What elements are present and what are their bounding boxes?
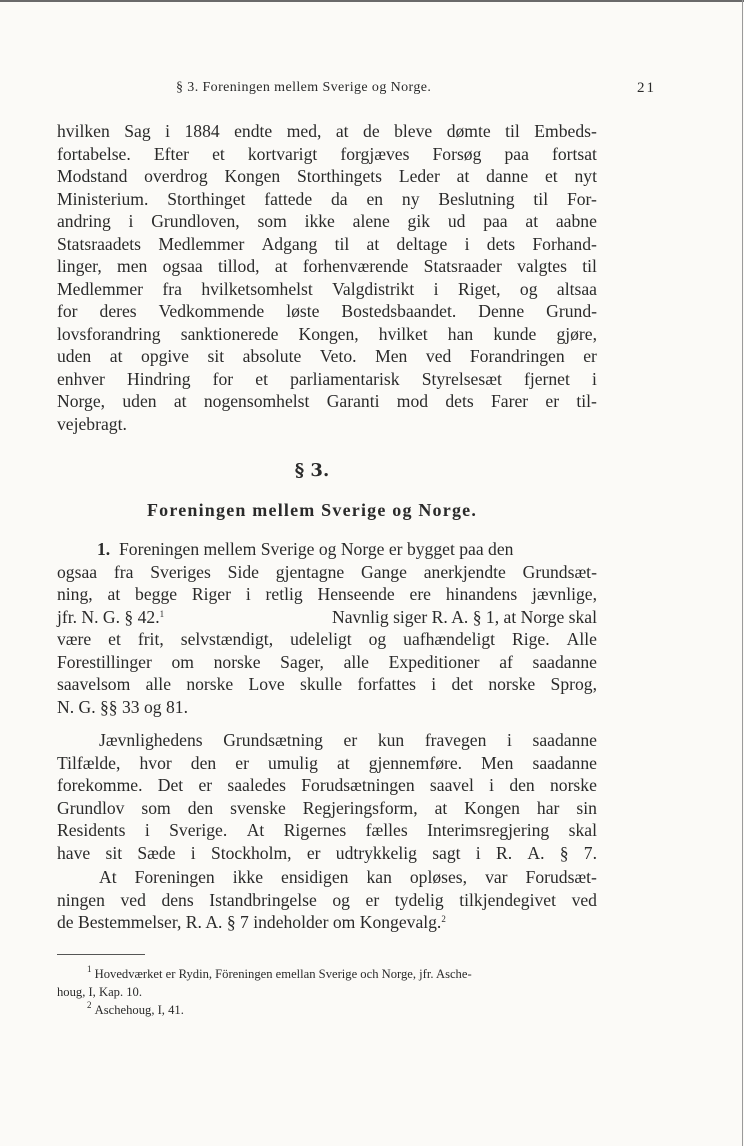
- section-paragraph-3: [57, 866, 597, 934]
- footnote-ref: 2: [441, 914, 446, 924]
- text-line: fortabelse. Efter et kortvarigt forgjæves Forsøg paa fortsat: [57, 143, 597, 164]
- text-line: Tilfælde, hvor den er umulig at gjennemføre. Men saadanne: [57, 752, 597, 773]
- text-line: Jævnlighedens Grundsætning er kun fravegen i saadanne: [99, 730, 597, 750]
- paragraph-marker: 1.: [97, 539, 111, 559]
- text-line: Grundlov som den svenske Regjeringsform, at Kongen har sin: [57, 797, 597, 818]
- section-paragraph-1: [57, 538, 597, 718]
- text-line: hvilken Sag i 1884 endte med, at de bleve dømte til Embeds-: [57, 121, 597, 141]
- text-line: Norge, uden at nogensomhelst Garanti mod dets Farer er til-: [57, 391, 597, 411]
- page-number: 21: [637, 80, 656, 96]
- line-text: de Bestemmelser, R. A. § 7 indeholder om Kongevalg.: [57, 912, 442, 932]
- text-line: [57, 911, 597, 934]
- footnote-ref: 1: [159, 608, 165, 619]
- footnote-text: Aschehoug, I, 41.: [94, 1003, 184, 1017]
- section-number: § 3.: [294, 460, 330, 481]
- text-line: saavelsom alle norske Love skulle forfattes i det norske Sprog,: [57, 674, 597, 694]
- top-border-line: [0, 0, 744, 2]
- text-line: Ministerium. Storthinget fattede da en ny Beslutning til For-: [57, 188, 597, 209]
- text-line: [57, 606, 597, 629]
- line-text: Navnlig siger R. A. § 1, at Norge skal: [331, 606, 597, 627]
- text-line: At Foreningen ikke ensidigen kan opløses, var Forudsæt-: [99, 867, 597, 887]
- right-border-line: [742, 0, 743, 1146]
- intro-paragraph: [57, 120, 597, 435]
- text-line: N. G. §§ 33 og 81.: [57, 696, 188, 717]
- text-line: Forestillinger om norske Sager, alle Expeditioner af saadanne: [57, 651, 597, 672]
- text-line: Statsraadets Medlemmer Adgang til at deltage i dets Forhand-: [57, 233, 597, 254]
- text-line: ningen ved dens Istandbringelse og er tydelig tilkjendegivet ved: [57, 889, 597, 910]
- line-text: jfr. N. G. § 42.$^1$: [57, 606, 165, 627]
- text-line: linger, men ogsaa tillod, at forhenværende Statsraader valgtes til: [57, 256, 597, 276]
- section-paragraph-2: [57, 729, 597, 864]
- text-line: have sit Sæde i Stockholm, er udtrykkelig sagt i R. A. § 7.: [57, 842, 597, 863]
- footnote-marker: 2: [87, 1000, 92, 1010]
- text-line: uden at opgive sit absolute Veto. Men ved Forandringen er: [57, 346, 597, 366]
- footnote-separator: [57, 954, 145, 955]
- text-line: vejebragt.: [57, 413, 127, 434]
- text-line: andring i Grundloven, som ikke alene gik ud paa at aabne: [57, 211, 597, 231]
- footnote-1-continuation: houg, I, Kap. 10.: [57, 985, 142, 999]
- footnotes: [57, 965, 597, 1019]
- text-line: forekomme. Det er saaledes Forudsætningen saavel i den norske: [57, 775, 597, 795]
- footnote-marker: 1: [87, 964, 92, 974]
- text-line: ning, at begge Riger i retlig Henseende ere hinandens jævnlige,: [57, 584, 597, 604]
- text-line: Residents i Sverige. At Rigernes fælles Interimsregjering skal: [57, 820, 597, 840]
- text-line: Medlemmer fra hvilketsomhelst Valgdistrikt i Riget, og altsaa: [57, 278, 597, 299]
- text-line: Modstand overdrog Kongen Storthingets Leder at danne et nyt: [57, 166, 597, 186]
- text-line: være et frit, selvstændigt, udeleligt og uafhændeligt Rige. Alle: [57, 629, 597, 649]
- text-line: for deres Vedkommende løste Bostedsbaandet. Denne Grund-: [57, 301, 597, 321]
- text-line: lovsforandring sanktionerede Kongen, hvilket han kunde gjøre,: [57, 323, 597, 344]
- footnote-1: [57, 965, 597, 983]
- footnote-2: [57, 1001, 597, 1019]
- text-line: enhver Hindring for et parliamentarisk Styrelsesæt fjernet i: [57, 368, 597, 389]
- text-line: [57, 538, 597, 561]
- footnote-text: Hovedværket er Rydin, Föreningen emellan Sverige och Norge, jfr. Asche-: [94, 967, 472, 981]
- text-line: ogsaa fra Sveriges Side gjentagne Gange anerkjendte Grundsæt-: [57, 561, 597, 582]
- line-text: Foreningen mellem Sverige og Norge er bygget paa den: [119, 539, 514, 559]
- section-title: Foreningen mellem Sverige og Norge.: [146, 500, 478, 520]
- running-title: § 3. Foreningen mellem Sverige og Norge.: [176, 80, 432, 95]
- running-header: [176, 80, 656, 96]
